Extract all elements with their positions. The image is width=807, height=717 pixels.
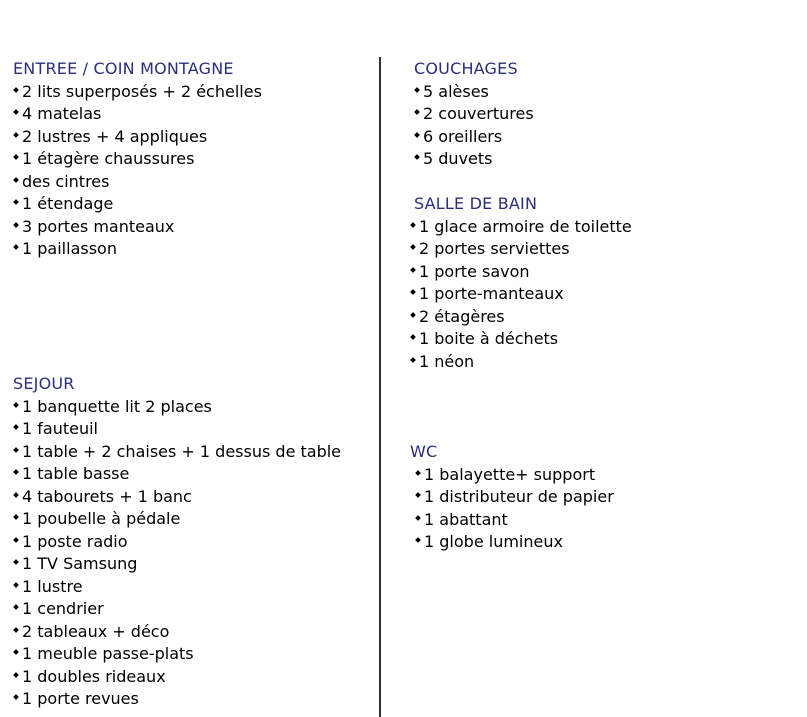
- diamond-bullet-icon: [13, 447, 19, 453]
- item-text: 1 paillasson: [22, 239, 117, 258]
- list-item: [410, 283, 632, 306]
- diamond-bullet-icon: [410, 289, 416, 295]
- item-text: 1 cendrier: [22, 599, 104, 618]
- list-item: [13, 396, 341, 419]
- section-salle-de-bain: [410, 193, 632, 373]
- diamond-bullet-icon: [13, 672, 19, 678]
- list-item: [415, 509, 614, 532]
- list-item: [410, 306, 632, 329]
- list-item: [410, 351, 632, 374]
- list-item: [13, 103, 262, 126]
- list-item: [13, 171, 262, 194]
- list-item: [13, 598, 341, 621]
- diamond-bullet-icon: [13, 582, 19, 588]
- item-text: 2 lits superposés + 2 échelles: [22, 81, 262, 101]
- list-item: [13, 441, 341, 464]
- list-item: [13, 126, 262, 149]
- item-text: 2 couvertures: [423, 104, 534, 123]
- item-text: 1 poste radio: [22, 531, 128, 551]
- diamond-bullet-icon: [13, 244, 19, 250]
- diamond-bullet-icon: [410, 357, 416, 363]
- item-text: 3 portes manteaux: [22, 216, 175, 236]
- item-text: 6 oreillers: [423, 126, 503, 146]
- section-title-entree: ENTREE / COIN MONTAGNE: [13, 59, 234, 78]
- diamond-bullet-icon: [410, 244, 416, 250]
- item-list-entree: [13, 81, 262, 261]
- item-text: 2 étagères: [419, 306, 505, 326]
- list-item: [13, 216, 262, 239]
- diamond-bullet-icon: [415, 470, 421, 476]
- list-item: [410, 216, 632, 239]
- list-item: [13, 486, 341, 509]
- list-item: [13, 463, 341, 486]
- list-item: [13, 238, 262, 261]
- diamond-bullet-icon: [415, 492, 421, 498]
- list-item: [13, 643, 341, 666]
- diamond-bullet-icon: [13, 694, 19, 700]
- list-item: [415, 486, 614, 509]
- diamond-bullet-icon: [13, 109, 19, 115]
- item-text: 2 tableaux + déco: [22, 621, 170, 641]
- column-divider: [379, 57, 381, 717]
- list-item: [13, 576, 341, 599]
- item-text: 1 globe lumineux: [424, 532, 563, 551]
- diamond-bullet-icon: [13, 492, 19, 498]
- diamond-bullet-icon: [13, 537, 19, 543]
- item-text: 1 meuble passe-plats: [22, 644, 194, 663]
- item-text: 1 néon: [419, 351, 475, 371]
- item-text: 4 matelas: [22, 104, 102, 123]
- item-text: 1 boite à déchets: [419, 329, 559, 348]
- diamond-bullet-icon: [13, 469, 19, 475]
- list-item: [410, 261, 632, 284]
- item-text: 1 TV Samsung: [22, 554, 138, 573]
- list-item: [414, 103, 534, 126]
- item-list-couchages: [414, 81, 534, 171]
- diamond-bullet-icon: [415, 515, 421, 521]
- item-text: 1 porte revues: [22, 689, 139, 708]
- diamond-bullet-icon: [13, 402, 19, 408]
- list-item: [13, 81, 262, 104]
- section-title-wc: WC: [410, 442, 438, 461]
- list-item: [414, 81, 534, 104]
- list-item: [415, 464, 614, 487]
- item-text: 1 abattant: [424, 509, 508, 529]
- diamond-bullet-icon: [13, 604, 19, 610]
- item-text: 1 glace armoire de toilette: [419, 216, 632, 236]
- list-item: [13, 666, 341, 689]
- diamond-bullet-icon: [13, 87, 19, 93]
- list-item: [13, 621, 341, 644]
- list-item: [415, 531, 614, 554]
- diamond-bullet-icon: [410, 334, 416, 340]
- item-text: 4 tabourets + 1 banc: [22, 486, 192, 506]
- item-text: 5 duvets: [423, 149, 493, 168]
- list-item: [13, 193, 262, 216]
- list-item: [414, 148, 534, 171]
- diamond-bullet-icon: [13, 222, 19, 228]
- diamond-bullet-icon: [13, 559, 19, 565]
- diamond-bullet-icon: [410, 267, 416, 273]
- item-text: 2 portes serviettes: [419, 239, 570, 258]
- section-title-salle-de-bain: SALLE DE BAIN: [414, 194, 538, 213]
- list-item: [13, 531, 341, 554]
- list-item: [13, 508, 341, 531]
- list-item: [13, 688, 341, 711]
- diamond-bullet-icon: [13, 514, 19, 520]
- list-item: [410, 328, 632, 351]
- section-couchages: [414, 58, 534, 171]
- diamond-bullet-icon: [414, 154, 420, 160]
- item-list-salle-de-bain: [410, 216, 632, 374]
- item-text: 1 table basse: [22, 464, 130, 483]
- item-text: 1 poubelle à pédale: [22, 509, 181, 528]
- item-text: 1 étagère chaussures: [22, 149, 195, 168]
- item-list-sejour: [13, 396, 341, 711]
- list-item: [410, 238, 632, 261]
- diamond-bullet-icon: [13, 649, 19, 655]
- diamond-bullet-icon: [410, 222, 416, 228]
- diamond-bullet-icon: [415, 537, 421, 543]
- item-text: 5 alèses: [423, 81, 489, 101]
- item-text: 1 table + 2 chaises + 1 dessus de table: [22, 441, 342, 461]
- diamond-bullet-icon: [13, 132, 19, 138]
- diamond-bullet-icon: [13, 627, 19, 633]
- item-text: 1 porte-manteaux: [419, 284, 564, 303]
- item-text: 1 banquette lit 2 places: [22, 396, 212, 416]
- list-item: [13, 418, 341, 441]
- diamond-bullet-icon: [13, 199, 19, 205]
- list-item: [13, 553, 341, 576]
- diamond-bullet-icon: [414, 109, 420, 115]
- item-text: 1 distributeur de papier: [424, 487, 614, 506]
- item-text: 1 doubles rideaux: [22, 666, 166, 686]
- diamond-bullet-icon: [410, 312, 416, 318]
- diamond-bullet-icon: [13, 177, 19, 183]
- section-title-couchages: COUCHAGES: [414, 59, 518, 78]
- diamond-bullet-icon: [414, 87, 420, 93]
- item-text: 1 lustre: [22, 576, 83, 596]
- item-list-wc: [410, 464, 614, 554]
- item-text: 1 étendage: [22, 194, 114, 213]
- diamond-bullet-icon: [13, 424, 19, 430]
- section-sejour: [13, 373, 341, 711]
- item-text: 2 lustres + 4 appliques: [22, 126, 208, 146]
- item-text: 1 porte savon: [419, 261, 530, 281]
- section-entree: [13, 58, 262, 261]
- list-item: [13, 148, 262, 171]
- item-text: 1 balayette+ support: [424, 464, 596, 484]
- item-text: des cintres: [22, 171, 110, 191]
- section-wc: [410, 441, 614, 554]
- list-item: [414, 126, 534, 149]
- diamond-bullet-icon: [13, 154, 19, 160]
- section-title-sejour: SEJOUR: [13, 374, 75, 393]
- item-text: 1 fauteuil: [22, 419, 98, 438]
- diamond-bullet-icon: [414, 132, 420, 138]
